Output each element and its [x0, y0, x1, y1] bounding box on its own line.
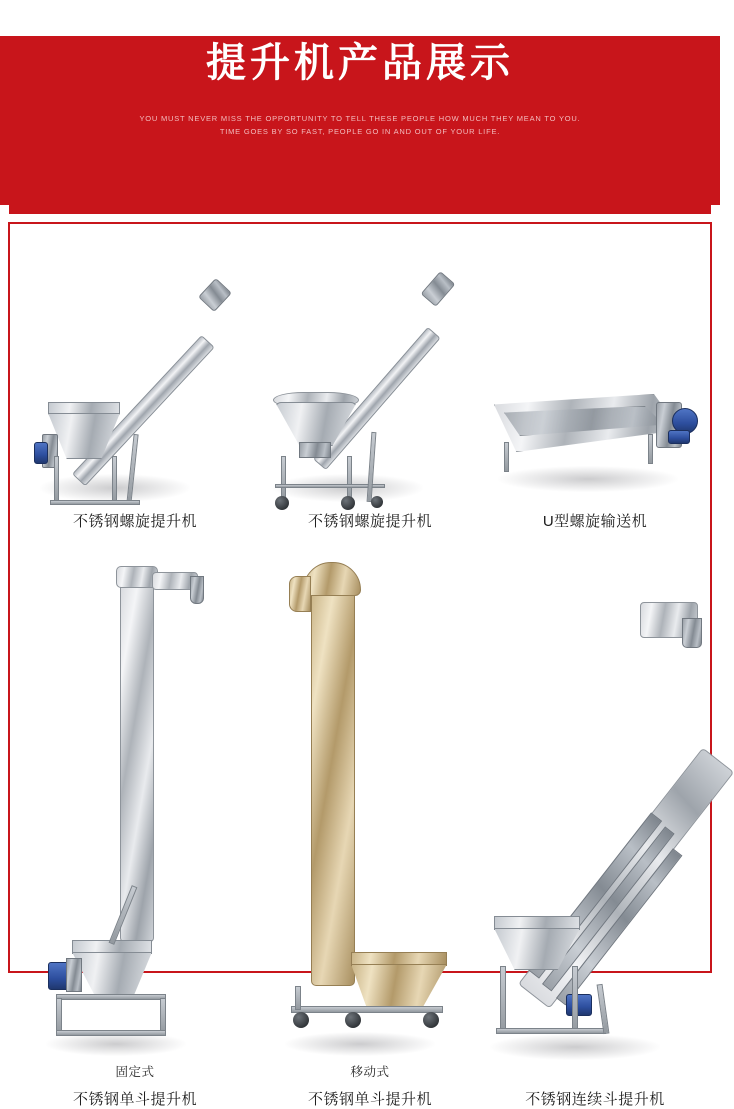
discharge-outlet — [682, 618, 702, 648]
product-caption-1: 不锈钢螺旋提升机 — [72, 513, 197, 530]
product-caption-3: U型螺旋输送机 — [542, 513, 648, 530]
cart-leg — [295, 986, 301, 1010]
base-leg — [572, 966, 578, 1034]
product-caption-5: 不锈钢单斗提升机 — [307, 1091, 432, 1108]
product-subcaption-4: 固定式 — [115, 1065, 155, 1079]
feed-hopper — [351, 964, 447, 1012]
caster-wheel — [371, 496, 383, 508]
banner-subtitle-line-2: TIME GOES BY SO FAST, PEOPLE GO IN AND OUT OF YOUR LIFE. — [219, 127, 501, 136]
banner-subtitle-line-1: YOU MUST NEVER MISS THE OPPORTUNITY TO TELL THESE PEOPLE HOW MUCH THEY MEAN TO YOU. — [139, 114, 581, 123]
base-frame — [50, 500, 140, 505]
base-frame — [496, 1028, 606, 1034]
feed-hopper — [72, 952, 152, 998]
header-banner — [0, 36, 720, 214]
hopper-rim — [48, 402, 120, 414]
caster-wheel — [423, 1012, 439, 1028]
banner-subtitle — [0, 112, 720, 138]
support-leg — [597, 984, 610, 1034]
product-caption-2: 不锈钢螺旋提升机 — [307, 513, 432, 530]
drop-shadow — [285, 1032, 435, 1056]
support-leg — [54, 456, 59, 504]
base-frame — [56, 994, 166, 1000]
support-leg — [112, 456, 117, 504]
motor — [34, 442, 48, 464]
hopper-rim — [494, 916, 580, 930]
product-caption-4: 不锈钢单斗提升机 — [72, 1091, 197, 1108]
product-cell-1 — [20, 284, 250, 544]
page-title: 提升机产品展示 — [206, 41, 514, 85]
hopper-rim — [351, 952, 447, 966]
product-image-6 — [480, 554, 710, 954]
tube-outlet — [421, 271, 456, 307]
gearbox — [66, 958, 82, 992]
product-image-4 — [20, 554, 250, 954]
product-cell-4 — [20, 554, 250, 1108]
product-image-5 — [255, 554, 485, 954]
tube-outlet — [198, 278, 232, 312]
base-leg — [500, 966, 506, 1034]
drop-shadow — [490, 1034, 660, 1060]
base-leg — [56, 998, 62, 1034]
drop-shadow — [498, 466, 678, 492]
hopper-outlet — [299, 442, 331, 458]
spout-outlet — [190, 576, 204, 604]
base-leg — [160, 998, 166, 1034]
product-image-1 — [20, 284, 250, 544]
cart-frame — [291, 1006, 443, 1013]
product-showcase-page — [0, 36, 720, 1108]
banner-corner-notch-right — [711, 205, 720, 214]
product-caption-6: 不锈钢连续斗提升机 — [525, 1091, 665, 1108]
product-image-2 — [255, 284, 485, 544]
base-plate — [56, 1030, 166, 1036]
caster-wheel — [293, 1012, 309, 1028]
caster-wheel — [345, 1012, 361, 1028]
content-frame — [8, 222, 712, 1108]
discharge-spout — [289, 576, 311, 612]
support-leg — [648, 434, 653, 464]
product-cell-6 — [480, 554, 710, 1108]
bucket-slat — [542, 826, 675, 991]
caster-wheel — [341, 496, 355, 510]
elevator-head — [303, 562, 361, 596]
product-grid — [10, 224, 710, 1108]
product-subcaption-5: 移动式 — [350, 1065, 390, 1079]
support-leg — [504, 442, 509, 472]
banner-corner-notch-left — [0, 205, 9, 214]
motor-base — [668, 430, 690, 444]
caster-wheel — [275, 496, 289, 510]
product-cell-2 — [255, 284, 485, 544]
product-cell-5 — [255, 554, 485, 1108]
product-image-3 — [480, 284, 710, 544]
motor — [566, 994, 592, 1016]
product-cell-3 — [480, 284, 710, 544]
elevator-column — [311, 586, 355, 986]
